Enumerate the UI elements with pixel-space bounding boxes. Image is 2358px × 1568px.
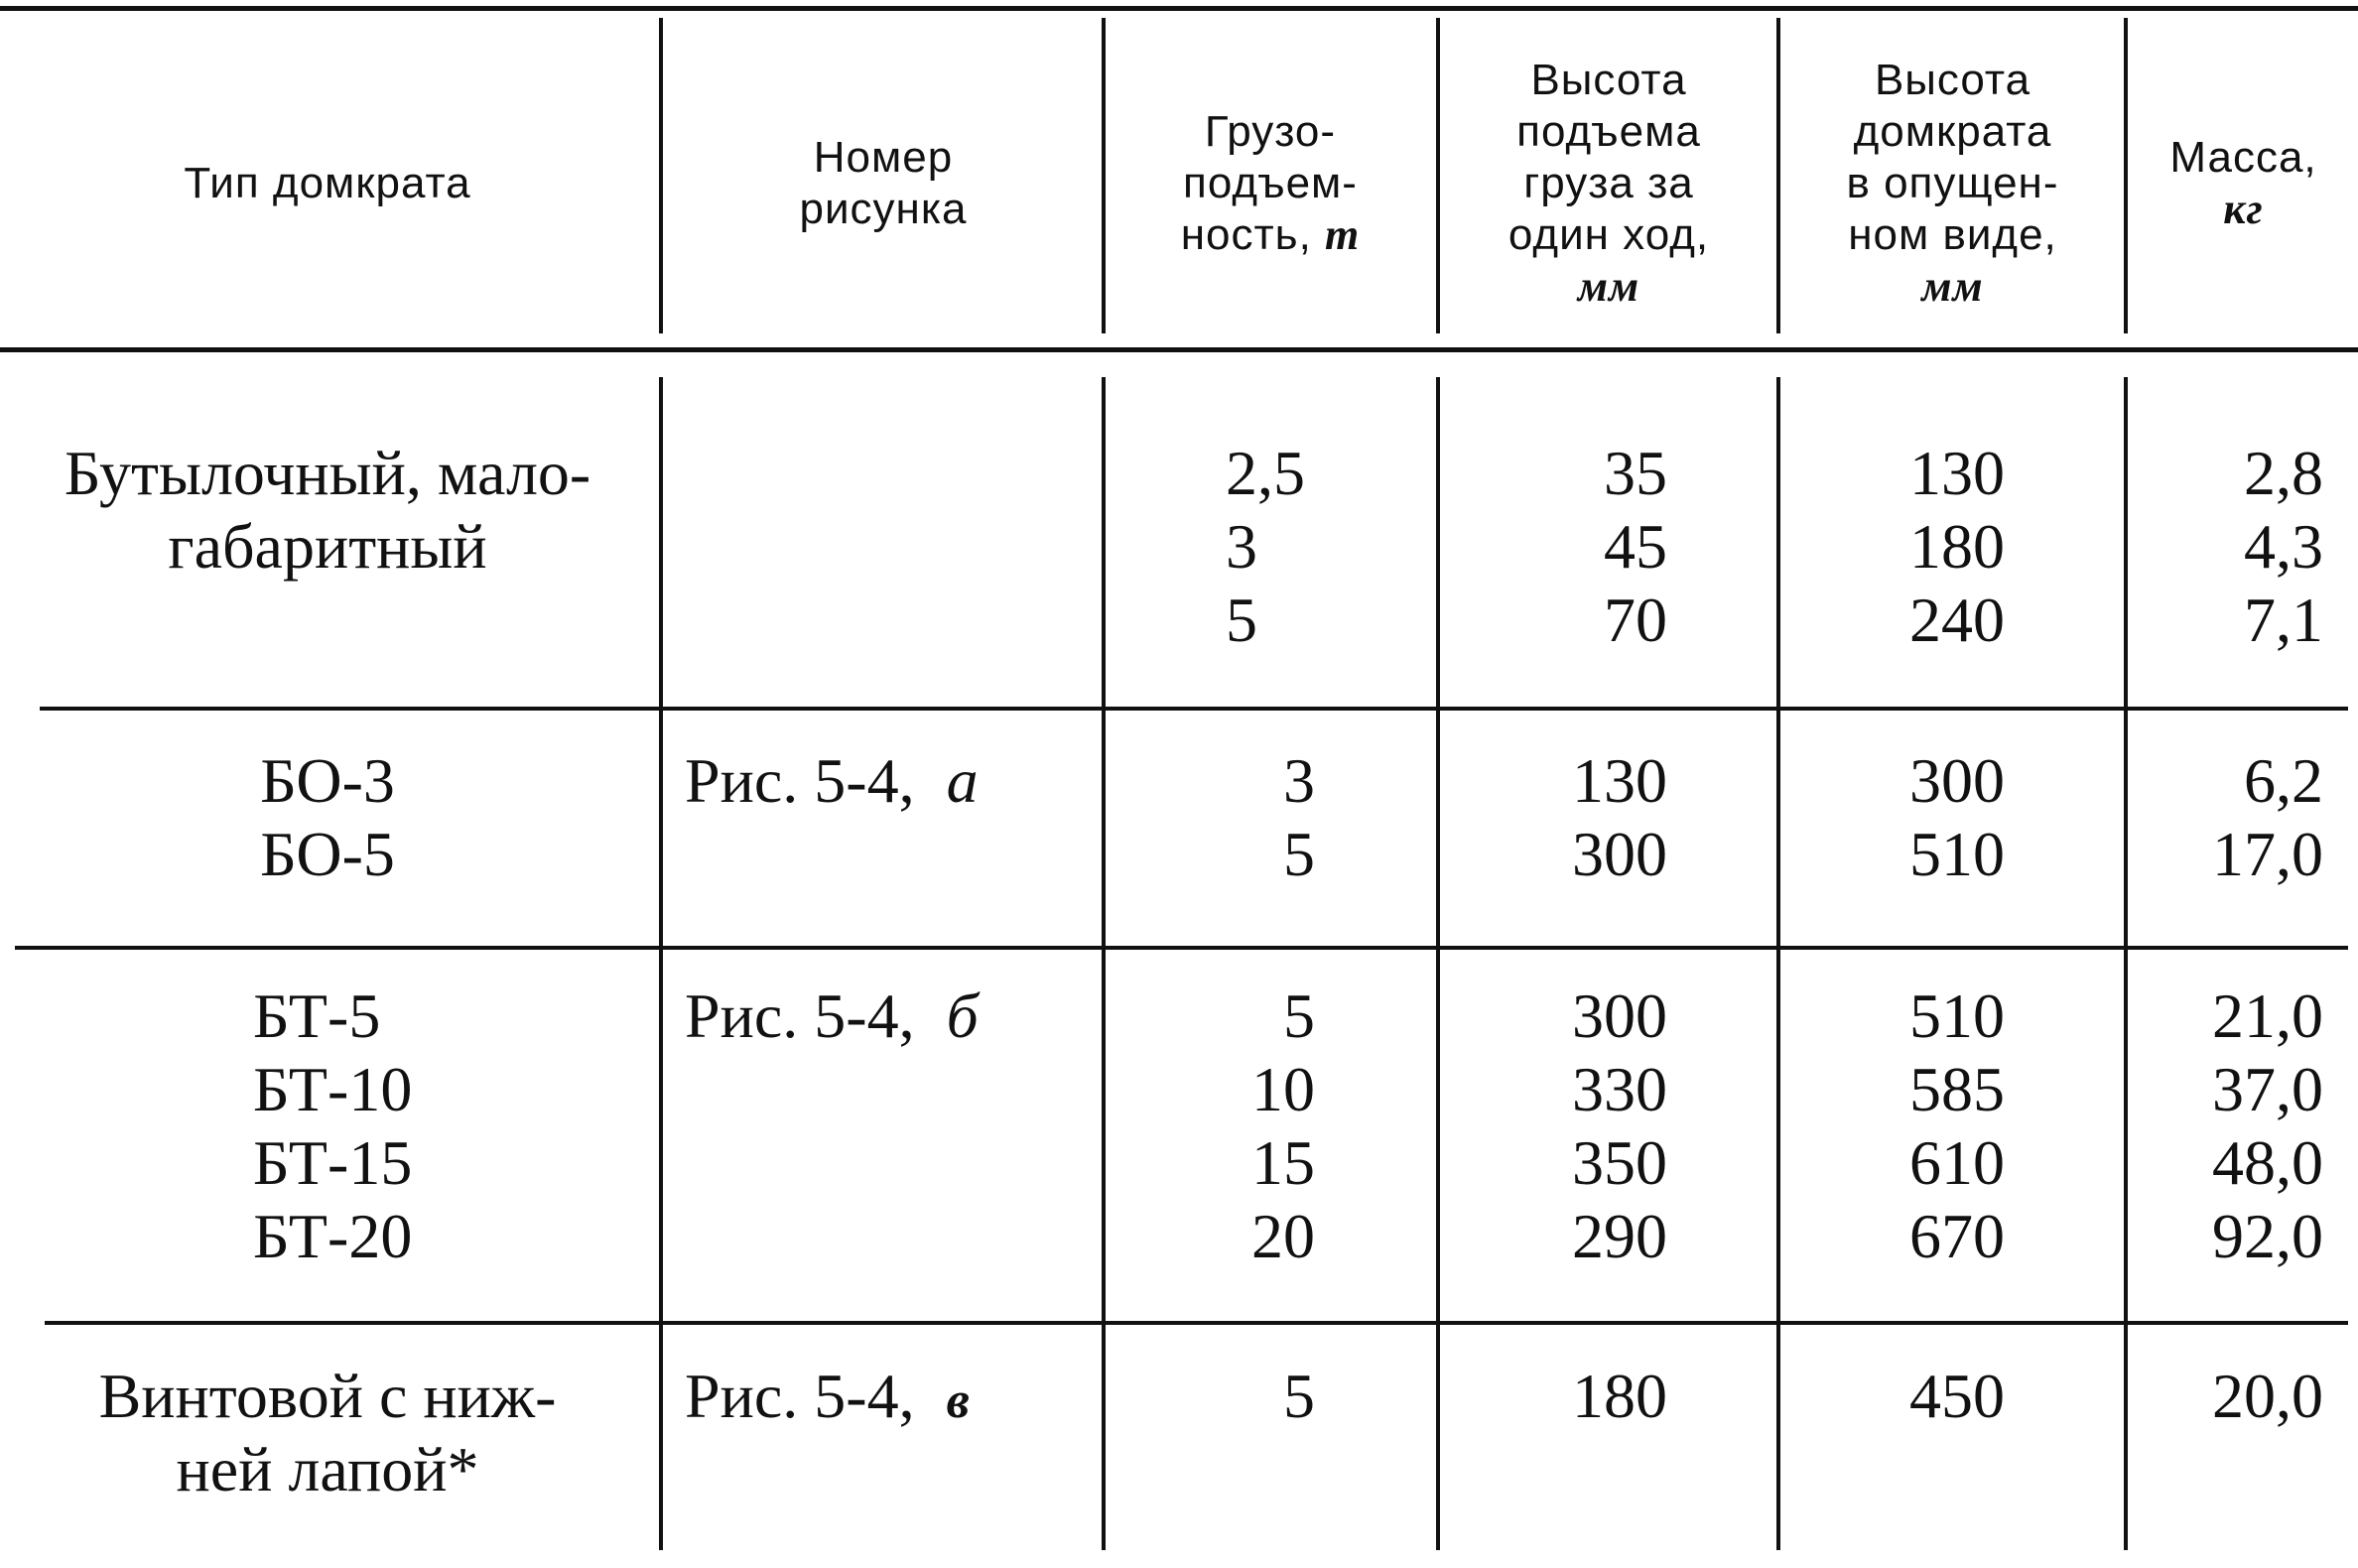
lift-group-1: 35 45 70 xyxy=(1604,438,1667,655)
header-col-divider-5 xyxy=(2124,18,2128,333)
header-figure-line2: рисунка xyxy=(799,185,968,233)
header-height-line2: домкрата xyxy=(1853,107,2052,156)
group-divider-3 xyxy=(45,1321,2348,1325)
header-capacity-unit: т xyxy=(1325,210,1361,259)
header-figure-line1: Номер xyxy=(813,133,954,182)
figure-ref-text: Рис. 5-4, xyxy=(685,1361,915,1431)
body-col-divider-1 xyxy=(659,377,663,1550)
figure-ref-letter: в xyxy=(946,1372,970,1429)
mass-group-1: 2,8 4,3 7,1 xyxy=(2244,438,2323,655)
header-bottom-rule xyxy=(0,347,2358,352)
table-top-rule xyxy=(0,6,2358,11)
capacity-group-3: 5 10 15 20 xyxy=(1251,980,1315,1271)
figure-ref-text: Рис. 5-4, xyxy=(685,980,915,1051)
header-height-line3: в опущен- xyxy=(1846,159,2059,207)
lift-group-3: 300 330 350 290 xyxy=(1572,980,1667,1271)
height-group-4: 450 xyxy=(1909,1361,2005,1431)
header-height-unit: мм xyxy=(1921,262,1984,311)
figure-ref-letter: а xyxy=(946,745,979,816)
mass-group-3: 21,0 37,0 48,0 92,0 xyxy=(2212,980,2323,1271)
header-capacity-line3 xyxy=(1181,209,1361,261)
figure-ref-group-2 xyxy=(685,744,1102,818)
header-height xyxy=(1781,20,2124,347)
height-group-2: 300 510 xyxy=(1909,745,2005,889)
body-col-divider-4 xyxy=(1776,377,1780,1550)
capacity-group-4: 5 xyxy=(1283,1361,1315,1431)
type-group-2: БО-3 БО-5 xyxy=(260,745,395,889)
mass-group-4: 20,0 xyxy=(2212,1361,2323,1431)
header-lift-unit: мм xyxy=(1577,262,1640,311)
capacity-group-1: 2,5 3 5 xyxy=(1226,438,1305,655)
header-col-divider-4 xyxy=(1776,18,1780,333)
type-group-4: Винтовой с ниж- ней лапой* xyxy=(98,1361,557,1504)
group-divider-1 xyxy=(40,707,2348,711)
header-col-divider-1 xyxy=(659,18,663,333)
figure-ref-group-3 xyxy=(685,980,1102,1053)
header-lift-line1: Высота xyxy=(1530,56,1687,104)
header-lift-line2: подъема xyxy=(1516,107,1701,156)
header-lift-line4: один ход, xyxy=(1507,210,1710,259)
header-capacity-line1: Грузо- xyxy=(1204,107,1337,156)
header-capacity-word: ность, xyxy=(1180,210,1312,259)
header-col-divider-3 xyxy=(1436,18,1440,333)
header-height-line1: Высота xyxy=(1874,56,2031,104)
header-lift xyxy=(1441,20,1776,347)
header-mass-unit: кг xyxy=(2223,185,2264,233)
figure-ref-text: Рис. 5-4, xyxy=(685,745,915,816)
figure-ref-letter: б xyxy=(946,980,979,1051)
mass-group-2: 6,2 17,0 xyxy=(2212,745,2323,889)
header-type xyxy=(0,20,655,347)
body-col-divider-5 xyxy=(2124,377,2128,1550)
capacity-group-2: 3 5 xyxy=(1283,745,1315,889)
lift-group-4: 180 xyxy=(1572,1361,1667,1431)
header-lift-line3: груза за xyxy=(1523,159,1694,207)
header-mass-line1: Масса, xyxy=(2169,133,2317,182)
height-group-3: 510 585 610 670 xyxy=(1909,980,2005,1271)
lift-group-2: 130 300 xyxy=(1572,745,1667,889)
header-col-divider-2 xyxy=(1102,18,1106,333)
header-height-line4: ном виде, xyxy=(1848,210,2057,259)
body-col-divider-2 xyxy=(1102,377,1106,1550)
header-mass xyxy=(2129,20,2358,347)
type-group-3: БТ-5 БТ-10 БТ-15 БТ-20 xyxy=(253,980,413,1271)
height-group-1: 130 180 240 xyxy=(1909,438,2005,655)
group-divider-2 xyxy=(15,946,2348,950)
header-capacity-line2: подъем- xyxy=(1183,159,1358,207)
type-group-1: Бутылочный, мало- габаритный xyxy=(64,438,591,582)
header-type-label: Тип домкрата xyxy=(184,159,471,207)
header-capacity xyxy=(1107,20,1434,347)
figure-ref-group-4 xyxy=(685,1360,1102,1438)
header-figure xyxy=(665,20,1102,347)
